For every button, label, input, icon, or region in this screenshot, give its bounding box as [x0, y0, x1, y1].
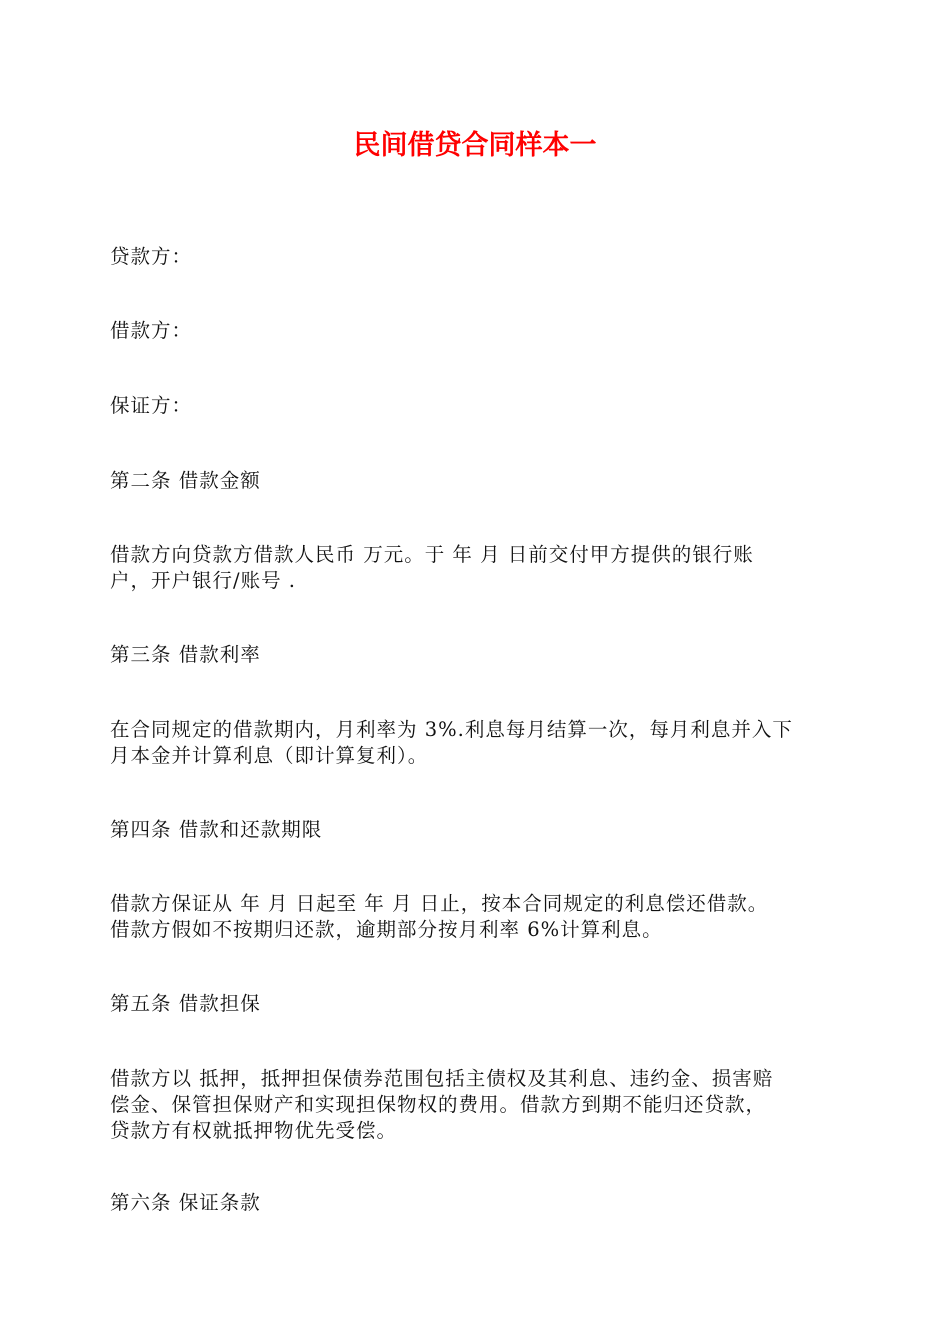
article-2-body-line: 户，开户银行/账号 . — [110, 569, 296, 592]
article-4-heading: 第四条 借款和还款期限 — [110, 818, 323, 841]
article-2-heading: 第二条 借款金额 — [110, 469, 261, 492]
article-5-body-line: 偿金、保管担保财产和实现担保物权的费用。借款方到期不能归还贷款， — [110, 1093, 767, 1116]
article-4-body-line: 借款方假如不按期归还款，逾期部分按月利率 6%计算利息。 — [110, 918, 663, 941]
lender-label: 贷款方： — [110, 245, 193, 268]
article-6-heading: 第六条 保证条款 — [110, 1191, 261, 1214]
article-5-body-line: 借款方以 抵押，抵押担保债券范围包括主债权及其利息、违约金、损害赔 — [110, 1067, 774, 1090]
article-3-body — [110, 717, 845, 769]
document-title: 民间借贷合同样本一 — [353, 130, 597, 161]
borrower-label: 借款方： — [110, 319, 193, 342]
article-3-body-line: 在合同规定的借款期内，月利率为 3%.利息每月结算一次，每月利息并入下 — [110, 718, 793, 741]
article-4-body-line: 借款方保证从 年 月 日起至 年 月 日止，按本合同规定的利息偿还借款。 — [110, 892, 769, 915]
article-3-body-line: 月本金并计算利息（即计算复利）。 — [110, 744, 429, 767]
article-2-body — [110, 542, 845, 594]
article-5-body — [110, 1066, 845, 1144]
article-2-body-line: 借款方向贷款方借款人民币 万元。于 年 月 日前交付甲方提供的银行账 — [110, 543, 754, 566]
article-3-heading: 第三条 借款利率 — [110, 643, 261, 666]
article-5-heading: 第五条 借款担保 — [110, 992, 261, 1015]
guarantor-label: 保证方： — [110, 394, 193, 417]
article-4-body — [110, 891, 845, 943]
article-5-body-line: 贷款方有权就抵押物优先受偿。 — [110, 1119, 398, 1142]
